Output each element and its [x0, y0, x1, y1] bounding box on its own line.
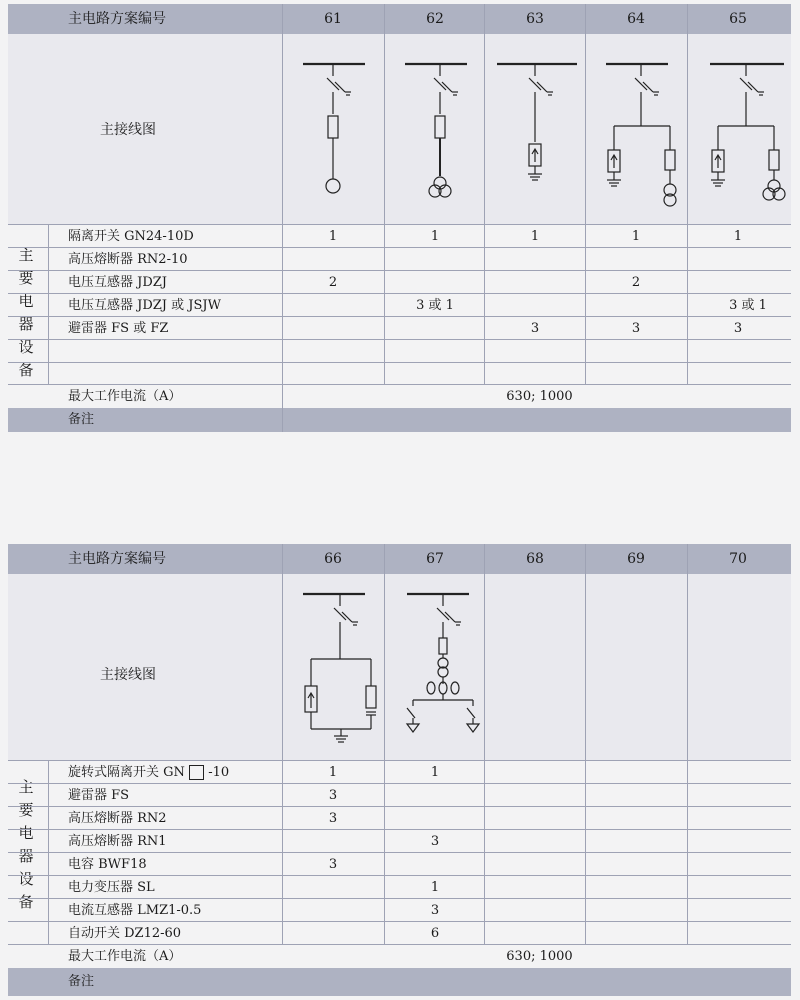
cell-value: 1 — [430, 880, 440, 895]
scheme-number: 63 — [526, 11, 544, 27]
table-row — [8, 783, 791, 807]
cell-value: 3 — [328, 811, 338, 826]
cell-value: 1 — [733, 229, 743, 244]
equipment-label: 电压互感器 JDZJ — [68, 275, 168, 290]
divider — [687, 4, 688, 384]
wiring-diagram-62 — [385, 34, 485, 224]
divider — [687, 544, 688, 944]
max-current-label: 最大工作电流（A） — [68, 949, 182, 964]
diagram-label: 主接线图 — [100, 667, 156, 683]
table-row — [8, 293, 791, 317]
scheme-number: 64 — [627, 11, 645, 27]
cell-value: 3 — [328, 857, 338, 872]
table-row — [8, 247, 791, 271]
note-label: 备注 — [68, 974, 95, 989]
equipment-label: 旋转式隔离开关 GN -10 — [68, 765, 230, 780]
equipment-label: 避雷器 FS 或 FZ — [68, 321, 169, 336]
wiring-diagram-64 — [586, 34, 686, 224]
scheme-table-61-65 — [8, 4, 791, 432]
divider — [282, 4, 283, 432]
equipment-label: 电压互感器 JDZJ 或 JSJW — [68, 298, 221, 313]
equipment-label: 电力变压器 SL — [68, 880, 155, 895]
scheme-number: 70 — [729, 551, 747, 567]
note-row — [8, 968, 791, 996]
equipment-label: 电流互感器 LMZ1-0.5 — [68, 903, 202, 918]
max-current-value: 630; 1000 — [506, 389, 573, 404]
max-current-row — [8, 944, 791, 968]
divider — [282, 544, 283, 944]
equipment-group-label: 主 要 电 器 设 备 — [18, 246, 34, 379]
table-row — [8, 852, 791, 876]
table-row — [8, 224, 791, 248]
divider — [484, 4, 485, 384]
table-header — [8, 544, 791, 574]
table-row — [8, 362, 791, 386]
max-current-row — [8, 384, 791, 408]
cell-value: 2 — [631, 275, 641, 290]
table-row — [8, 921, 791, 945]
scheme-number: 66 — [324, 551, 342, 567]
scheme-number: 67 — [426, 551, 444, 567]
cell-value: 3 或 1 — [416, 298, 454, 313]
max-current-value: 630; 1000 — [506, 949, 573, 964]
table-row — [8, 316, 791, 340]
cell-value: 6 — [430, 926, 440, 941]
divider — [585, 544, 586, 944]
wiring-diagram-67 — [385, 574, 485, 760]
scheme-table-66-70 — [8, 544, 791, 996]
divider — [484, 544, 485, 944]
cell-value: 3 — [530, 321, 540, 336]
header-label: 主电路方案编号 — [68, 551, 166, 567]
diagram-label: 主接线图 — [100, 122, 156, 138]
table-row — [8, 339, 791, 363]
scheme-number: 68 — [526, 551, 544, 567]
note-label: 备注 — [68, 412, 95, 427]
cell-value: 3 或 1 — [729, 298, 767, 313]
cell-value: 1 — [430, 229, 440, 244]
cell-value: 3 — [430, 903, 440, 918]
table-row — [8, 270, 791, 294]
table-row — [8, 829, 791, 853]
wiring-diagram-61 — [283, 34, 383, 224]
table-row — [8, 760, 791, 784]
cell-value: 3 — [631, 321, 641, 336]
wiring-diagram-65 — [688, 34, 788, 224]
cell-value: 3 — [328, 788, 338, 803]
cell-value: 3 — [430, 834, 440, 849]
cell-value: 3 — [733, 321, 743, 336]
table-row — [8, 898, 791, 922]
divider — [48, 224, 49, 384]
header-label: 主电路方案编号 — [68, 11, 166, 27]
equipment-label: 高压熔断器 RN2 — [68, 811, 167, 826]
note-row — [8, 408, 791, 432]
equipment-group-label: 主 要 电 器 设 备 — [18, 778, 34, 911]
cell-value: 1 — [328, 765, 338, 780]
table-row — [8, 875, 791, 899]
cell-value: 1 — [530, 229, 540, 244]
equipment-label: 高压熔断器 RN2-10 — [68, 252, 188, 267]
equipment-label: 自动开关 DZ12-60 — [68, 926, 182, 941]
wiring-diagram-63 — [485, 34, 585, 224]
equipment-label: 高压熔断器 RN1 — [68, 834, 167, 849]
divider — [48, 760, 49, 944]
cell-value: 1 — [328, 229, 338, 244]
scheme-number: 69 — [627, 551, 645, 567]
divider — [384, 4, 385, 384]
equipment-label: 避雷器 FS — [68, 788, 130, 803]
scheme-number: 65 — [729, 11, 747, 27]
diagram-row — [8, 34, 791, 224]
table-row — [8, 806, 791, 830]
cell-value: 2 — [328, 275, 338, 290]
divider — [585, 4, 586, 384]
scheme-number: 61 — [324, 11, 342, 27]
equipment-label: 隔离开关 GN24-10D — [68, 229, 194, 244]
equipment-label: 电容 BWF18 — [68, 857, 147, 872]
placeholder-box-icon — [189, 765, 204, 780]
diagram-row — [8, 574, 791, 760]
cell-value: 1 — [430, 765, 440, 780]
max-current-label: 最大工作电流（A） — [68, 389, 182, 404]
table-header — [8, 4, 791, 34]
cell-value: 1 — [631, 229, 641, 244]
divider — [384, 544, 385, 944]
scheme-number: 62 — [426, 11, 444, 27]
wiring-diagram-66 — [283, 574, 383, 760]
